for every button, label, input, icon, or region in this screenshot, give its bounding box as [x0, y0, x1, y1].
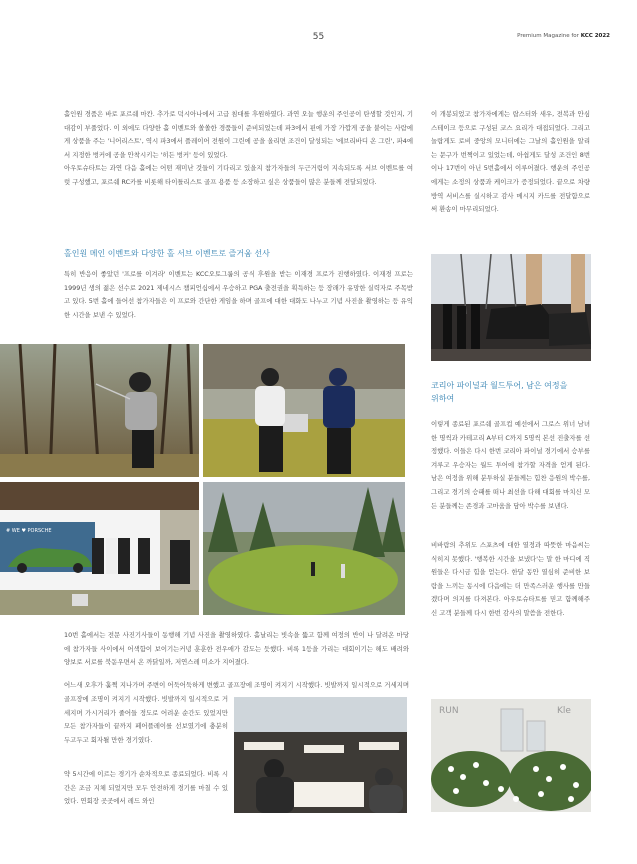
- bottom-paragraph-2-cont: [64, 693, 228, 761]
- page-number: 55: [312, 32, 325, 42]
- bottom-paragraph: 10번 홀에서는 전문 사진기사들이 동행해 기념 사진을 촬영하였다. 홀날리는 빗속을 뚫고 함께 여정의 반이 나 달려온 마당에 참가자들 사이에서 어색함이 보이기는커녕 훈훈한 전우애가 감도는 듯했다. 비록 1등을 가리는 대회이기는 해도 배려와 양보로 서로를 북돋우면서 온 까닭일까, 저연스레 미소가 지어졌다.: [64, 631, 409, 667]
- trophy-text-2: Kle: [557, 706, 571, 716]
- photo-golfer-swing: [0, 344, 199, 477]
- banner-text: # WE ♥ PORSCHE: [6, 528, 52, 534]
- bottom-paragraph-2-text: 어느새 오후가 훌쩍 지나가며 주변이 어둑어둑하게 변했고 골프장에 조명이 켜지기 시작했다. 빗발까지 일시적으로 거세지며: [64, 681, 409, 689]
- photo-golf-course: [203, 482, 405, 615]
- section-heading-right-line2: 위하여: [431, 394, 455, 403]
- section-heading-right: [431, 379, 591, 405]
- bottom-paragraph-3: 약 5시간에 이르는 경기가 순차적으로 종료되었다. 비록 시간은 조금 지체 되었지만 모두 안전하게 경기를 마칠 수 있었다. 연회장 곳곳에서 레드 와인: [64, 770, 228, 806]
- intro-text-block: [64, 108, 413, 190]
- section-heading-right-line1: 코리아 파이널과 월드투어, 남은 여정을: [431, 381, 568, 390]
- section-paragraph-left: 특히 반응이 좋았던 '프로를 이겨라' 이벤트는 KCC오토그룹의 공식 후원을 받는 이재경 프로가 진행하였다. 이재경 프로는 1999년 생의 젊은 선수로 2021 제네시스 챔피언십에서 우승하고 PGA 출전권을 획득하는 등 장래가 유망한 실력자로 주목받고 있다. 5번 홀에 들어선 참가자들은 이 프로와 간단한 게임을 하며 골프에 대한 대화도 나누고 기념 사진을 촬영하는 등 유익한 시간을 보낸 수 있었다.: [64, 270, 413, 319]
- photo-group-porsche: [0, 482, 199, 615]
- right-closing-paragraph: 비바람의 추위도 스포츠에 대한 열정과 따뜻한 마음씨는 식히지 못했다. '행복한 시간을 보냈다'는 말 한 마디에 직원들은 다시금 힘을 얻는다. 한달 동안 열심히 준비한 보람을 느끼는 동시에 다음에는 더 만족스러운 행사를 만들겠다며 의지를 다져본다. 아우토슈타트를 믿고 함께해주신 고객 분들께 다시 한번 감사의 말씀을 전한다.: [431, 541, 590, 617]
- magazine-brand: KCC 2022: [580, 33, 610, 39]
- section-heading-left: 홀인원 메인 이벤트와 다양한 홀 서브 이벤트로 즐거움 선사: [64, 249, 270, 258]
- bottom-paragraph-2-line1: [64, 679, 409, 693]
- magazine-prefix: Premium Magazine for: [517, 33, 581, 39]
- photo-banquet-hall: [234, 697, 407, 813]
- bottom-paragraph-2b: [64, 693, 228, 761]
- photo-trophy-flowers: [431, 699, 591, 812]
- bottom-paragraph-2b-text: 골프장에 조명이 켜지기 시작했다. 빗발까지 일시적으로 거세지며 가시거리가 줄어들 정도로 어려운 순간도 있었지만 모든 참가자들이 끝까지 페어플레이를 선보였기에 충분히 두고두고 회자될 만한 경기였다.: [64, 695, 228, 744]
- trophy-text-1: RUN: [439, 706, 459, 716]
- intro-paragraph: 홀인원 경품은 바로 포르쉐 마칸. 추가로 덕시아나에서 고급 침대를 후원하였다. 과연 오늘 행운의 주인공이 탄생할 것인지, 기대감이 부풀었다. 이 외에도 다양한 홀 이벤트와 쏠쏠한 경품들이 준비되었는데 파3에서 핀에 가장 가깝게 공을 붙이는 사람에게 상품을 주는 '니어리스트', 역시 파3에서 플레이어 전원이 그린에 공을 올리면 조건이 달성되는 '에브리바디 온 그린', 파4에서 지정한 벙커에 공을 안착시키는 '히든 벙커' 등이 있었다.: [64, 110, 413, 159]
- photo-pro-fist-bump: [203, 344, 405, 477]
- magazine-header: [517, 33, 610, 39]
- right-top-paragraph: 이 개봉되었고 참가자에게는 랍스터와 새우, 전복과 안심 스테이크 등으로 구성된 코스 요리가 대접되었다. 그리고 놀랍게도 로비 중앙의 모니터에는 그날의 홀인원을 알리는 문구가 번쩍이고 있었는데, 아쉽게도 달성 조건인 8번이나 17번이 아닌 5번홀에서 이루어졌다. 행운의 주인공에게는 소정의 상품과 케이크가 증정되었다. 끝으로 차량 방역 서비스를 실시하고 감사 메시지 카드를 전달함으로써 환송이 마무리되었다.: [431, 110, 590, 214]
- photo-night-departure: [431, 254, 591, 361]
- intro-paragraph-2: 아우토슈타트는 과연 다음 홀에는 어떤 재미난 것들이 기다리고 있을지 참가자들의 두근거림이 지속되도록 서브 이벤트를 여럿 구성했고, 포르쉐 RC카를 비롯해 타이틀리스트 골프 용품 등 소장하고 싶은 상품들이 많은 분들께 전달되었다.: [64, 164, 413, 186]
- right-section-paragraph: 이렇게 종료된 포르쉐 골프컵 예선에서 그로스 위너 남녀 한 명씩과 카테고리 A부터 C까지 5명씩 본선 진출자를 선정했다. 이들은 다시 한번 코리아 파이널 경기에서 승부를 겨루고 우승자는 월드 투어에 참가할 자격을 얻게 된다. 남은 여정을 위해 분투하실 분들께는 힘찬 응원의 박수를, 그리고 경기의 승패를 떠나 최선을 다해 대회를 마치신 모든 분들께는 존경과 고마움을 담아 박수를 보낸다.: [431, 420, 590, 510]
